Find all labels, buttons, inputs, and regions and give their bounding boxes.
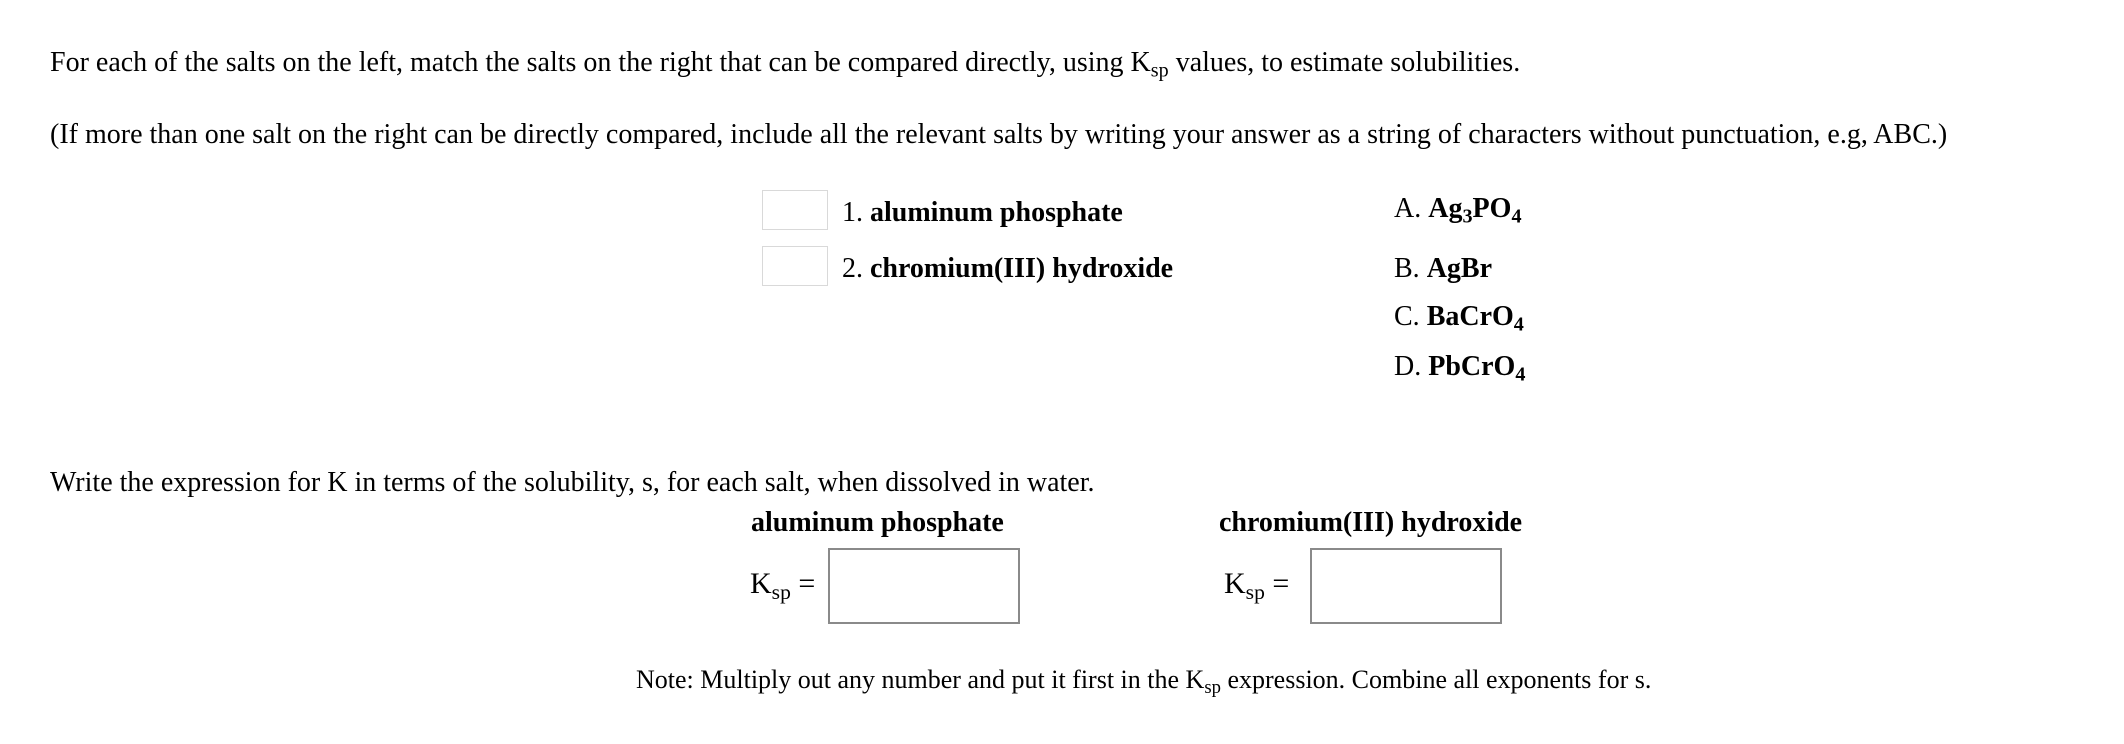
left-item-2: 2. chromium(III) hydroxide: [842, 253, 1174, 284]
note-text: Note: Multiply out any number and put it first in the $K_{sp}$ expression. Combine all exponents for s.: [636, 665, 1652, 699]
ksp-input-chromium-hydroxide[interactable]: [1310, 548, 1502, 624]
right-item-a: A. $Ag_3PO_4$: [1394, 193, 1522, 228]
salt2-title: chromium(III) hydroxide: [1219, 507, 1523, 538]
ksp-label-2: $K_{sp}$ =: [1224, 567, 1290, 605]
ksp-label-1: $K_{sp}$ =: [750, 567, 816, 605]
ksp-input-aluminum-phosphate[interactable]: [828, 548, 1020, 624]
right-item-c: C. BaCrO$_4$: [1394, 301, 1524, 336]
instruction-line-1: For each of the salts on the left, match the salts on the right that can be compared directly, using $K_{sp}$ values, to estimate solubilities.: [50, 47, 1521, 82]
match-answer-2[interactable]: [762, 246, 828, 286]
match-answer-1[interactable]: [762, 190, 828, 230]
instruction-line-2: (If more than one salt on the right can be directly compared, include all the relevant salts by writing your answer as a string of characters without punctuation, e.g, ABC.): [50, 119, 1948, 150]
right-item-d: D. PbCrO$_4$: [1394, 351, 1526, 386]
salt1-title: aluminum phosphate: [751, 507, 1004, 538]
right-item-b: B. AgBr: [1394, 253, 1493, 284]
expression-prompt: Write the expression for K in terms of the solubility, s, for each salt, when dissolved in water.: [50, 467, 1095, 498]
left-item-1: 1. aluminum phosphate: [842, 197, 1123, 228]
